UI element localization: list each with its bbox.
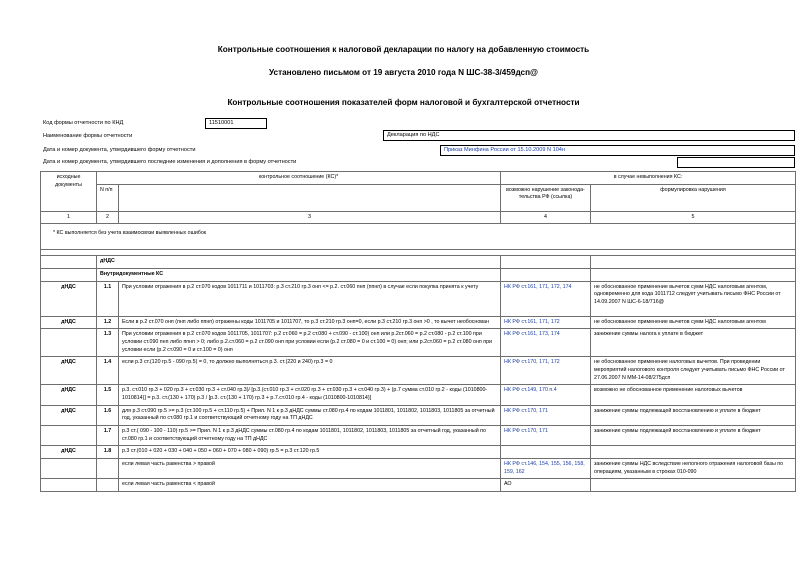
- row-ratio: р.3 ст.(010 + 020 + 030 + 040 + 050 + 060 + 070 + 080 + 090) гр.5 = р.3 ст.120 гр.5: [119, 446, 501, 459]
- row-number: [97, 479, 119, 492]
- row-number: 1.6: [97, 405, 119, 425]
- row-doc: дНДС: [41, 357, 97, 385]
- row-violation: [591, 479, 796, 492]
- row-law-link[interactable]: НК РФ ст.161, 171, 172, 174: [501, 281, 591, 316]
- changes-label: Дата и номер документа, утвердившего последние изменения и дополнения в форму отчетности: [43, 159, 297, 165]
- column-number: 2: [97, 211, 119, 224]
- header-law-violation: возможно нарушение законода-тельства РФ (ссылка): [501, 184, 591, 211]
- row-number: 1.5: [97, 385, 119, 405]
- row-doc: дНДС: [41, 446, 97, 459]
- row-violation: занижение суммы налога к уплате в бюджет: [591, 329, 796, 357]
- knd-value: 11510001: [205, 118, 267, 129]
- letter-reference: Установлено письмом от 19 августа 2010 года N ШС-38-3/459дсп@: [268, 68, 539, 77]
- row-ratio: если левая часть равенства < правой: [119, 479, 501, 492]
- row-violation: занижение суммы НДС вследствие неполного отражения налоговой базы по операциям, указанным в строках 010-090: [591, 459, 796, 479]
- row-violation: занижение суммы подлежащей восстановлению и уплате в бюджет: [591, 426, 796, 446]
- row-doc: [41, 459, 97, 479]
- row-number: 1.8: [97, 446, 119, 459]
- row-doc: дНДС: [41, 405, 97, 425]
- row-violation: не обоснованное применение вычетов сумм НДС налоговым агентом: [591, 316, 796, 329]
- table-row: [41, 329, 796, 357]
- table-subheader-row: [41, 184, 796, 211]
- row-law-link[interactable]: НК РФ ст.149, 170 п.4: [501, 385, 591, 405]
- row-number: [97, 459, 119, 479]
- row-law-link[interactable]: НК РФ ст.170, 171: [501, 405, 591, 425]
- row-doc: дНДС: [41, 281, 97, 316]
- column-number-row: [41, 211, 796, 224]
- row-violation: [591, 446, 796, 459]
- header-source-docs: исходные документы: [41, 172, 97, 212]
- approval-label: Дата и номер документа, утвердившего форму отчетности: [43, 147, 196, 153]
- row-violation: занижение суммы подлежащей восстановлению и уплате в бюджет: [591, 405, 796, 425]
- row-law-link[interactable]: НК РФ ст.146, 154, 155, 156, 158, 159, 162: [501, 459, 591, 479]
- knd-label: Код формы отчетности по КНД: [43, 120, 124, 126]
- row-law: АО: [501, 479, 591, 492]
- form-name-value: Декларация по НДС: [383, 130, 795, 141]
- header-failure: в случае невыполнения КС:: [501, 172, 796, 185]
- header-violation-wording: формулировка нарушения: [591, 184, 796, 211]
- subgroup-label: Внутридокументные КС: [97, 269, 501, 282]
- row-ratio: р.3. ст.010 гр.3 + 020 гр.3 + ст.030 гр.3 + ст.040 гр.3)/ [р.3.(ст.010 гр.3 + ст.020 гр.3 + ст.030 гр.3 + ст.040 гр.3) + (р.7 сумма ст.010 гр.2 - коды (1010800- 1010814)] = р.3. ст.(130 + 170) р.3 / [р.3. ст.(130 + 170) гр.3 + р.7.ст.010 гр.4 - коды (1010800-1010814)]: [119, 385, 501, 405]
- row-number: 1.2: [97, 316, 119, 329]
- row-ratio: для р.3 ст.090 гр.5 >= р.3 (ст.100 гр.5 + ст.110 гр.5) + Прил. N 1 к р.3 дНДС суммы ст.080 гр.4 по кодам 1011801, 1011802, 1011803, 1011805 за отчетный год, указанный по ст.080 гр.1 и соответствующий отчетному году на ТП дНДС: [119, 405, 501, 425]
- row-doc: дНДС: [41, 316, 97, 329]
- table-row: [41, 357, 796, 385]
- column-number: 1: [41, 211, 97, 224]
- footnote: * КС выполняется без учета взаимосвязи выявленных ошибок: [41, 224, 796, 250]
- row-violation: не обоснованное применение налоговых вычетов. При проведении мероприятий налогового контроля следует учитывать письмо ФНС России от 27.06.2007 N ММ-14-08/275дсп: [591, 357, 796, 385]
- row-number: 1.1: [97, 281, 119, 316]
- row-ratio: р.3 ст.( 090 - 100 - 110) гр.5 >= Прил. N 1 к р.3 дНДС суммы ст.080 гр.4 по кодам 1011801, 1011802, 1011803, 1011805 за отчетный год, указанный по ст.080 гр.1 и соответствующий отчетному году на ТП дНДС: [119, 426, 501, 446]
- row-number: 1.7: [97, 426, 119, 446]
- table-row: [41, 446, 796, 459]
- header-control-ratio: контрольное соотношение (КС)*: [97, 172, 501, 185]
- row-doc: дНДС: [41, 385, 97, 405]
- row-number: 1.3: [97, 329, 119, 357]
- row-ratio: Если в р.2 ст.070 онп (пнп либо ппнп) отражены коды 1011705 и 1011707, то р.3 ст.210 гр.3 онп=0, если р.3 ст.210 гр.3 онп >0 , то вычет необоснован: [119, 316, 501, 329]
- subgroup-row: [41, 269, 796, 282]
- table-row: [41, 426, 796, 446]
- group-row: [41, 256, 796, 269]
- control-ratios-table: [40, 171, 796, 492]
- table-row: [41, 459, 796, 479]
- table-header-row: [41, 172, 796, 185]
- table-row: [41, 281, 796, 316]
- column-number: 3: [119, 211, 501, 224]
- section-title: Контрольные соотношения показателей форм налоговой и бухгалтерской отчетности: [227, 98, 580, 107]
- table-row: [41, 385, 796, 405]
- row-law-link[interactable]: НК РФ ст.161, 173, 174: [501, 329, 591, 357]
- approval-link[interactable]: Приказ Минфина России от 15.10.2009 N 104н: [440, 145, 795, 156]
- footnote-row: [41, 224, 796, 250]
- row-doc: [41, 479, 97, 492]
- row-violation: не обоснованное применение вычетов сумм НДС налоговым агентом, одновременно для кода 1011712 следует учитывать письмо ФНС России от 14.09.2007 N ШС-6-18/716@: [591, 281, 796, 316]
- table-row: [41, 405, 796, 425]
- column-number: 5: [591, 211, 796, 224]
- column-number: 4: [501, 211, 591, 224]
- row-law-link[interactable]: НК РФ ст.170, 171, 172: [501, 357, 591, 385]
- row-number: 1.4: [97, 357, 119, 385]
- row-ratio: если р.3 ст.(120 гр.5 - 090 гр.5) = 0, то должно выполняться р.3. ст.(220 и 240) гр.3 = 0: [119, 357, 501, 385]
- row-ratio: если левая часть равенства > правой: [119, 459, 501, 479]
- header-number: N п/п: [97, 184, 119, 211]
- document-title: Контрольные соотношения к налоговой декларации по налогу на добавленную стоимость: [217, 45, 590, 54]
- row-law-link[interactable]: НК РФ ст.170, 171: [501, 426, 591, 446]
- row-law-link[interactable]: [501, 446, 591, 459]
- row-doc: [41, 329, 97, 357]
- row-violation: возможно не обоснованное применение налоговых вычетов: [591, 385, 796, 405]
- form-name-label: Наименование формы отчетности: [43, 133, 133, 139]
- table-row: [41, 479, 796, 492]
- row-law-link[interactable]: НК РФ ст.161, 171, 172: [501, 316, 591, 329]
- row-ratio: При условии отражения в р.2 ст.070 кодов 1011705, 1011707: р.2 ст.060 = р.2 ст.080 + ст.090 - ст.100) онп или р.2ст.060 = р.2 ст.080 - р.2 ст.100 при условии ст.090 пнп либо ппнп > 0; либо р.2.ст.060 = р.2 ст.090 онп при условии если (р.2 ст.080 = 0 и ст.100 = 0) онп; или р.2ст.060 = р.2 ст.080 онп при условии если (р.2 ст.090 = 0 и ст.100 = 0) онп: [119, 329, 501, 357]
- group-label: дНДС: [97, 256, 501, 269]
- row-doc: [41, 426, 97, 446]
- row-ratio: При условии отражения в р.2 ст.070 кодов 1011711 и 1011703: р.3 ст.210 гр.3 онп <= р.2. ст.060 пнп (ппнп) в случае если покупка принята к учету: [119, 281, 501, 316]
- changes-value: [677, 157, 795, 168]
- table-row: [41, 316, 796, 329]
